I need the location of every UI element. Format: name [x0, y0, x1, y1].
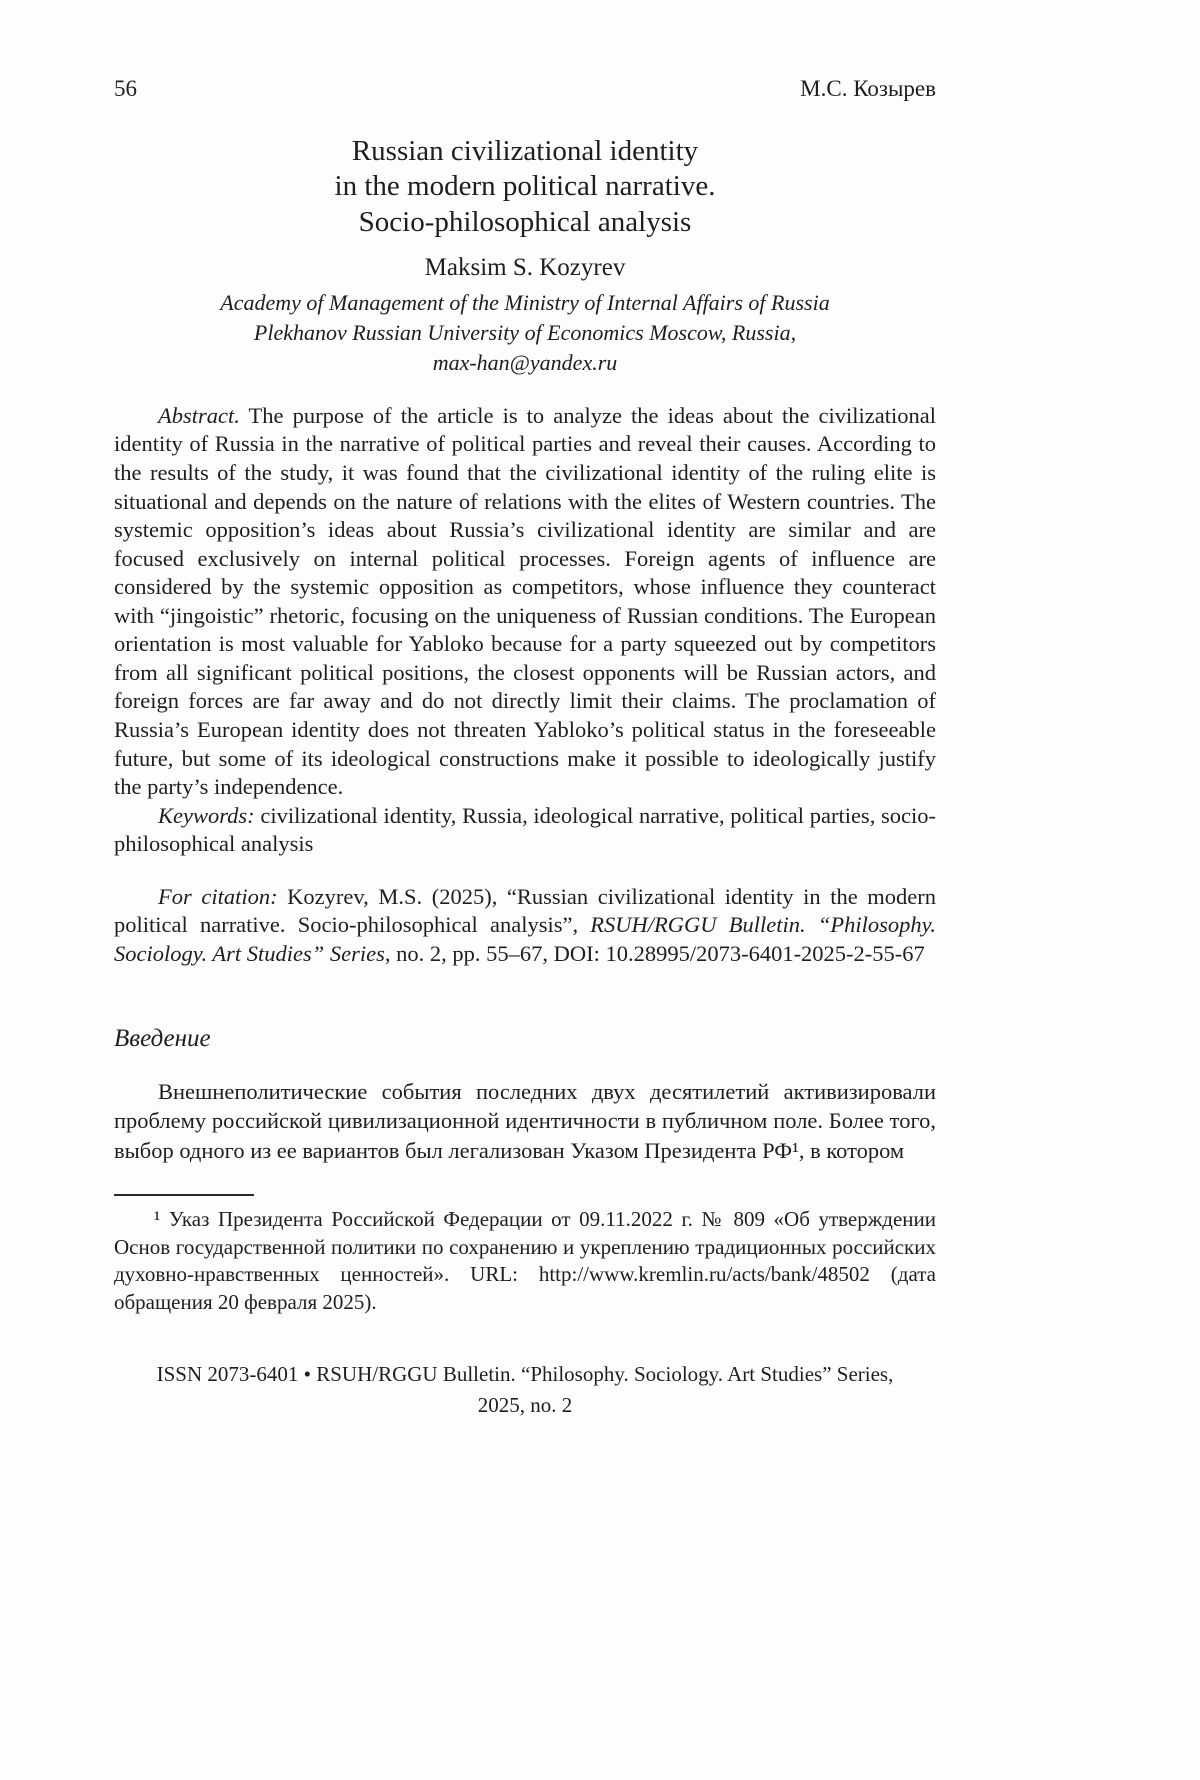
article-title-line: in the modern political narrative. — [334, 170, 716, 203]
footnote-text: ¹ Указ Президента Российской Федерации от 09.11.2022 г. № 809 «Об утверждении Основ государственной политики по сохранению и укреплению традиционных российских духовно-нравственных ценностей». URL: http://www.kremlin.ru/acts/bank/48502 (дата обращения 20 февраля 2025). — [114, 1206, 936, 1315]
article-title — [114, 134, 936, 240]
journal-footer-line: 2025, no. 2 — [477, 1392, 573, 1417]
journal-footer-line: ISSN 2073-6401 • RSUH/RGGU Bulletin. “Philosophy. Sociology. Art Studies” Series, — [156, 1362, 894, 1387]
author-name: Maksim S. Kozyrev — [424, 254, 626, 282]
citation-paragraph — [114, 883, 936, 969]
article-title-line: Russian civilizational identity — [351, 135, 699, 167]
keywords-paragraph — [114, 802, 936, 859]
footnote-separator-rule — [114, 1194, 254, 1196]
article-title-line: Socio-philosophical analysis — [358, 205, 692, 238]
keywords-label: Keywords: — [158, 802, 255, 828]
abstract-label: Abstract. — [158, 402, 240, 428]
running-head-author: М.С. Козырев — [800, 76, 936, 101]
journal-footer — [114, 1359, 936, 1420]
affiliation-line: Plekhanov Russian University of Economics Moscow, Russia, — [253, 320, 797, 346]
page-content-column — [114, 0, 936, 1420]
page-number: 56 — [114, 76, 137, 101]
abstract-text: The purpose of the article is to analyze the ideas about the civilizational identity of Russia in the narrative of political parties and reveal their causes. According to the results of the study, it was found that the civilizational identity of the ruling elite is situational and depends on the nature of relations with the elites of Western countries. The systemic opposition’s ideas about Russia’s civilizational identity are similar and are focused exclusively on internal political processes. Foreign agents of influence are considered by the systemic opposition as competitors, whose influence they counteract with “jingoistic” rhetoric, focusing on the uniqueness of Russian conditions. The European orientation is most valuable for Yabloko because for a party squeezed out by competitors from all significant political positions, the closest opponents will be Russian actors, and foreign forces are far away and do not directly limit their claims. The proclamation of Russia’s European identity does not threaten Yabloko’s political status in the foreseeable future, but some of its ideological constructions make it possible to ideologically justify the party’s independence. — [114, 402, 936, 800]
author-email: max-han@yandex.ru — [432, 349, 618, 375]
introduction-paragraph: Внешнеполитические события последних двух десятилетий активизировали проблему российской цивилизационной идентичности в публичном поле. Более того, выбор одного из ее вариантов был легализован Указом Президента РФ¹, в котором — [114, 1078, 936, 1163]
abstract-paragraph — [114, 402, 936, 802]
citation-journal-title: RSUH/RGGU Bulletin. “Philosophy. Sociology. Art Studies” Series — [114, 912, 936, 966]
running-header — [114, 76, 936, 102]
author-affiliation — [114, 288, 936, 378]
section-heading-introduction: Введение — [114, 1024, 211, 1052]
keywords-text: civilizational identity, Russia, ideological narrative, political parties, socio-philosophical analysis — [114, 802, 936, 857]
citation-text-after: , no. 2, pp. 55–67, DOI: 10.28995/2073-6401-2025-2-55-67 — [384, 940, 925, 966]
affiliation-line: Academy of Management of the Ministry of Internal Affairs of Russia — [220, 290, 830, 316]
citation-label: For citation: — [158, 883, 278, 909]
citation-text-before: Kozyrev, M.S. (2025), “Russian civilizational identity in the modern political narrative. Socio-philosophical analysis”, — [114, 883, 937, 938]
